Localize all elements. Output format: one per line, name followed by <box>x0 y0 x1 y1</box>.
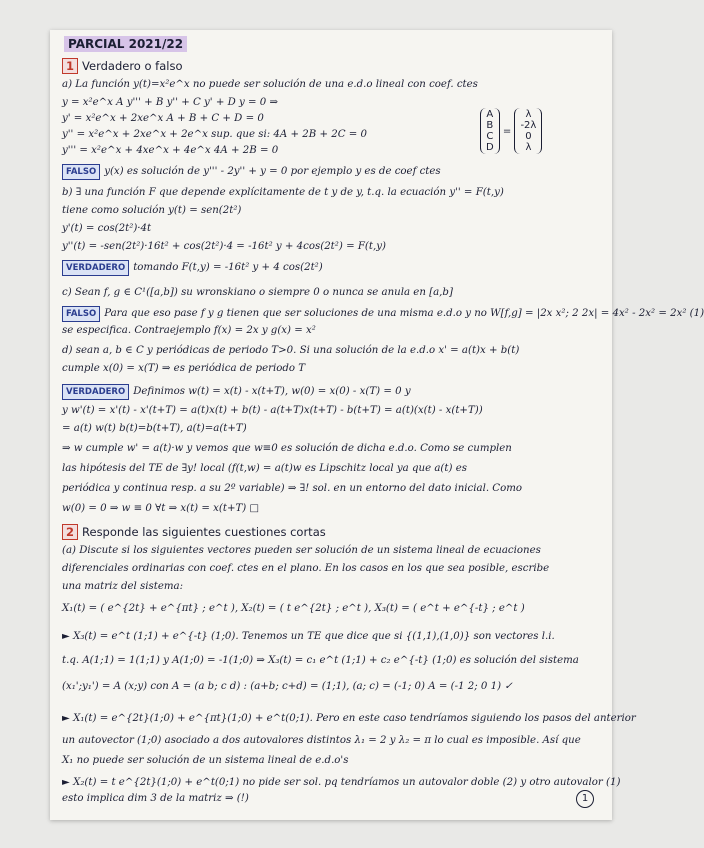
exam-sheet <box>50 30 704 820</box>
derivation-b-line-2: y'(t) = cos(2t²)·4t <box>62 223 152 234</box>
proof-d-line-2: y w'(t) = x'(t) - x'(t+T) = a(t)x(t) + b(t) - a(t+T)x(t+T) - b(t+T) = a(t)(x(t) - x(t+T)) <box>62 405 483 416</box>
question-2a-line-3: una matriz del sistema: <box>62 581 184 592</box>
page-title: PARCIAL 2021/22 <box>64 36 187 52</box>
analysis-x1-line-1: ► X₁(t) = e^{2t}(1;0) + e^{πt}(1;0) + e^t(0;1). Pero en este caso tendríamos siguiendo los pasos del anterior <box>62 713 636 724</box>
page-number: 1 <box>576 790 594 808</box>
analysis-x1-line-3: X₁ no puede ser solución de un sistema lineal de e.d.o's <box>62 755 349 766</box>
analysis-x3-line-3: (x₁';y₁') = A (x;y) con A = (a b; c d) : (a+b; c+d) = (1;1), (a; c) = (-1; 0) A = (-1 2; 0 1) ✓ <box>62 681 513 692</box>
statement-a: a) La función y(t)=x²e^x no puede ser solución de una e.d.o lineal con coef. ctes <box>62 79 478 90</box>
statement-d-line-2: cumple x(0) = x(T) ⇒ es periódica de periodo T <box>62 363 306 374</box>
proof-d-line-4: ⇒ w cumple w' = a(t)·w y vemos que w≡0 es solución de dicha e.d.o. Como se cumplen <box>62 443 512 454</box>
coefficient-vector: A B C D <box>480 108 500 154</box>
candidate-vectors: X₁(t) = ( e^{2t} + e^{πt} ; e^t ), X₂(t) = ( t e^{2t} ; e^t ), X₃(t) = ( e^t + e^{-t} ; e^t ) <box>62 603 525 614</box>
conclusion-b: VERDADERO tomando F(t,y) = -16t² y + 4 cos(2t²) <box>62 260 600 276</box>
section-1-title: Verdadero o falso <box>82 59 183 73</box>
derivation-a-line-1: y = x²e^x A y''' + B y'' + C y' + D y = 0 ⇒ <box>62 97 279 108</box>
answer-tag-a: FALSO <box>62 164 100 180</box>
section-2-title: Responde las siguientes cuestiones cortas <box>82 525 326 539</box>
analysis-x2-line-1: ► X₂(t) = t e^{2t}(1;0) + e^t(0;1) no pide ser sol. pq tendríamos un autovalor doble (2) y otro autovalor (1) <box>62 777 621 788</box>
answer-tag-b: VERDADERO <box>62 260 129 276</box>
analysis-x2-line-2: esto implica dim 3 de la matriz ⇒ (!) <box>62 793 249 804</box>
statement-b: b) ∃ una función F que depende explícitamente de t y de y, t.q. la ecuación y'' = F(t,y) <box>62 187 504 198</box>
statement-c: c) Sean f, g ∈ C¹([a,b]) su wronskiano o siempre 0 o nunca se anula en [a,b] <box>62 287 453 298</box>
derivation-a-line-4: y''' = x²e^x + 4xe^x + 4e^x 4A + 2B = 0 <box>62 145 279 156</box>
proof-d-line-1: VERDADERO Definimos w(t) = x(t) - x(t+T), w(0) = x(0) - x(T) = 0 y <box>62 384 600 400</box>
section-1-number: 1 <box>62 58 78 74</box>
analysis-x3-line-2: t.q. A(1;1) = 1(1;1) y A(1;0) = -1(1;0) ⇒ X₃(t) = c₁ e^t (1;1) + c₂ e^{-t} (1;0) es solución del sistema <box>62 655 579 666</box>
derivation-b-line-1: tiene como solución y(t) = sen(2t²) <box>62 205 242 216</box>
answer-c-line-1: FALSO Para que eso pase f y g tienen que ser soluciones de una misma e.d.o y no W[f,g] = |2x x²; 2 2x| = 4x² - 2x² = 2x² (1) <box>62 306 600 322</box>
analysis-x1-line-2: un autovector (1;0) asociado a dos autovalores distintos λ₁ = 2 y λ₂ = π lo cual es imposible. Así que <box>62 735 581 746</box>
statement-d: d) sean a, b ∈ C y periódicas de periodo T>0. Si una solución de la e.d.o x' = a(t)x + b(t) <box>62 345 520 356</box>
section-2-number: 2 <box>62 524 78 540</box>
answer-tag-d: VERDADERO <box>62 384 129 400</box>
question-2a-line-1: (a) Discute si los siguientes vectores pueden ser solución de un sistema lineal de ecuaciones <box>62 545 541 556</box>
analysis-x3-line-1: ► X₃(t) = e^t (1;1) + e^{-t} (1;0). Tenemos un TE que dice que si {(1,1),(1,0)} son vectores l.i. <box>62 631 555 642</box>
question-2a-line-2: diferenciales ordinarias con coef. ctes en el plano. En los casos en los que sea posible, escribe <box>62 563 550 574</box>
answer-tag-c: FALSO <box>62 306 100 322</box>
proof-d-line-7: w(0) = 0 ⇒ w ≡ 0 ∀t ⇒ x(t) = x(t+T) □ <box>62 503 260 514</box>
section-2-heading <box>62 524 326 540</box>
proof-d-line-5: las hipótesis del TE de ∃y! local (f(t,w) = a(t)w es Lipschitz local ya que a(t) es <box>62 463 467 474</box>
coefficient-matrix-equation: A B C D = λ -2λ 0 λ <box>480 108 600 154</box>
derivation-a-line-3: y'' = x²e^x + 2xe^x + 2e^x sup. que si: 4A + 2B + 2C = 0 <box>62 129 367 140</box>
derivation-a-line-2: y' = x²e^x + 2xe^x A + B + C + D = 0 <box>62 113 264 124</box>
solution-vector: λ -2λ 0 λ <box>514 108 542 154</box>
conclusion-a: FALSO y(x) es solución de y''' - 2y'' + y = 0 por ejemplo y es de coef ctes <box>62 164 600 180</box>
section-1-heading <box>62 58 183 74</box>
derivation-b-line-3: y''(t) = -sen(2t²)·16t² + cos(2t²)·4 = -16t² y + 4cos(2t²) = F(t,y) <box>62 241 386 252</box>
proof-d-line-6: periódica y continua resp. a su 2º variable) ⇒ ∃! sol. en un entorno del dato inicial. Como <box>62 483 523 494</box>
proof-d-line-3: = a(t) w(t) b(t)=b(t+T), a(t)=a(t+T) <box>62 423 247 434</box>
answer-c-line-2: se especifica. Contraejemplo f(x) = 2x y g(x) = x² <box>62 325 316 336</box>
